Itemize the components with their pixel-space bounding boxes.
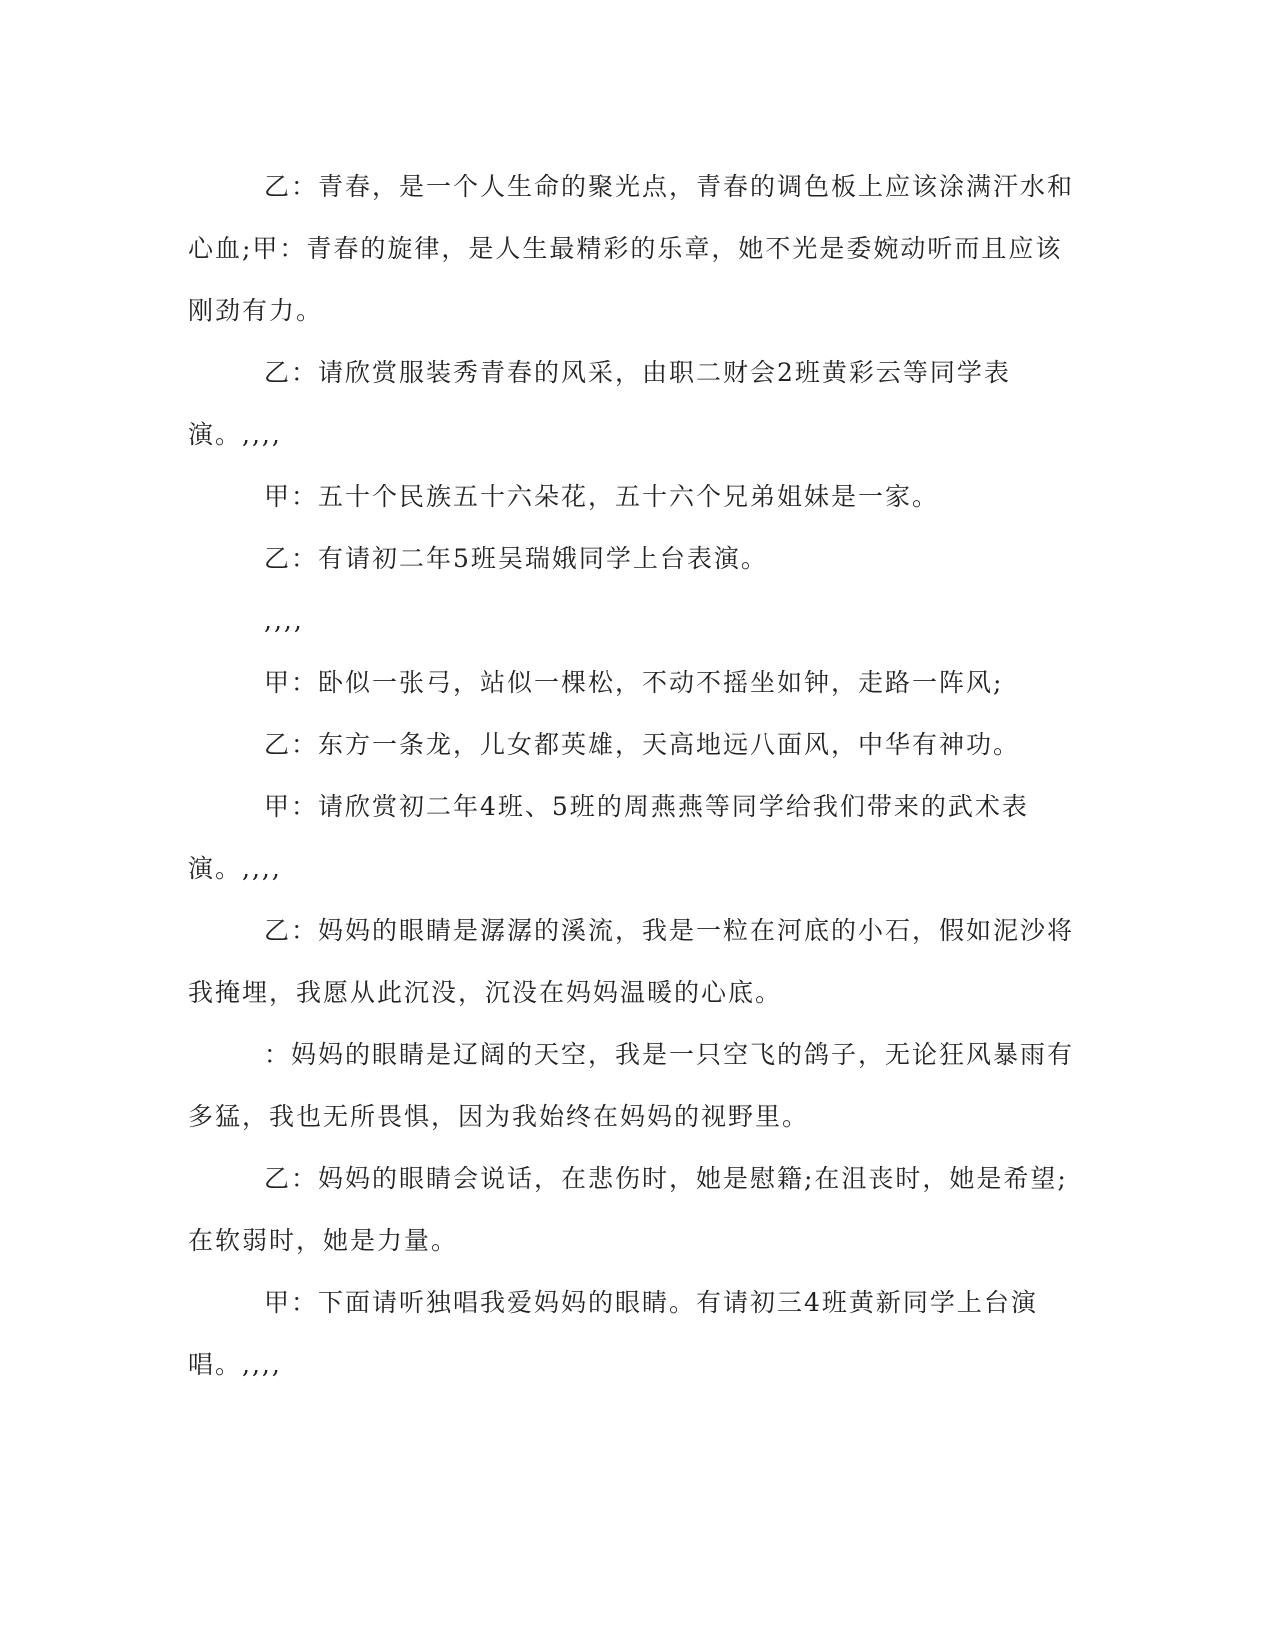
paragraph: 甲：请欣赏初二年4班、5班的周燕燕等同学给我们带来的武术表演。,,,, [188, 792, 1029, 883]
paragraph: 甲：下面请听独唱我爱妈妈的眼睛。有请初三4班黄新同学上台演唱。,,,, [188, 1288, 1038, 1379]
paragraph: 乙：东方一条龙，儿女都英雄，天高地远八面风，中华有神功。 [264, 730, 1021, 759]
paragraph: 乙：妈妈的眼睛会说话，在悲伤时，她是慰籍;在沮丧时，她是希望;在软弱时，她是力量。 [188, 1164, 1068, 1255]
paragraph: 乙：请欣赏服装秀青春的风采，由职二财会2班黄彩云等同学表演。,,,, [188, 358, 1011, 449]
paragraph: 乙：有请初二年5班吴瑞娥同学上台表演。 [264, 544, 768, 573]
paragraph: 甲：五十个民族五十六朵花，五十六个兄弟姐妹是一家。 [264, 482, 940, 511]
paragraph: ,,,, [264, 606, 304, 635]
document-body [188, 156, 1088, 1396]
paragraph: 甲：卧似一张弓，站似一棵松，不动不摇坐如钟，走路一阵风; [264, 668, 1004, 697]
paragraph: ：妈妈的眼睛是辽阔的天空，我是一只空飞的鸽子，无论狂风暴雨有多猛，我也无所畏惧，因为我始终在妈妈的视野里。 [188, 1040, 1075, 1131]
paragraph: 乙：青春，是一个人生命的聚光点，青春的调色板上应该涂满汗水和心血;甲：青春的旋律，是人生最精彩的乐章，她不光是委婉动听而且应该刚劲有力。 [188, 172, 1075, 325]
paragraph: 乙：妈妈的眼睛是潺潺的溪流，我是一粒在河底的小石，假如泥沙将我掩埋，我愿从此沉没，沉没在妈妈温暖的心底。 [188, 916, 1075, 1007]
